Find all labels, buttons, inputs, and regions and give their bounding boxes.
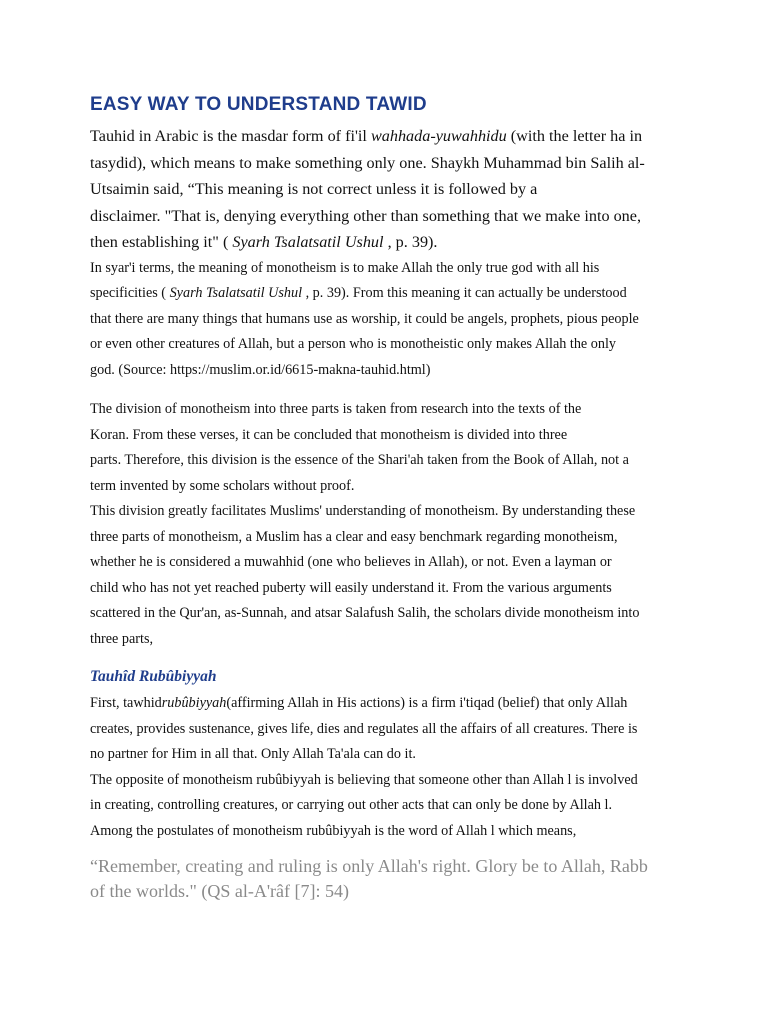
paragraph-line: three parts of monotheism, a Muslim has a clear and easy benchmark regarding monotheism, xyxy=(90,528,618,545)
paragraph-line: Koran. From these verses, it can be concluded that monotheism is divided into three xyxy=(90,426,568,443)
spacer xyxy=(90,652,680,666)
intro-line: disclaimer. "That is, denying everything other than something that we make into one, xyxy=(90,206,642,225)
document-page xyxy=(90,92,680,904)
paragraph-line: child who has not yet reached puberty will easily understand it. From the various arguments xyxy=(90,579,612,596)
paragraph-line xyxy=(90,691,680,717)
paragraph-line: god. (Source: https://muslim.or.id/6615-makna-tauhid.html) xyxy=(90,361,431,378)
paragraph-line: parts. Therefore, this division is the essence of the Shari'ah taken from the Book of Allah, not a xyxy=(90,452,629,468)
verse-quote xyxy=(90,854,680,904)
paragraph-line: Among the postulates of monotheism rubûbiyyah is the word of Allah l which means, xyxy=(90,822,577,839)
quote-line: “Remember, creating and ruling is only Allah's right. Glory be to Allah, Rabb xyxy=(90,856,648,876)
paragraph-line: The division of monotheism into three parts is taken from research into the texts of the xyxy=(90,401,582,417)
paragraph-line: in creating, controlling creatures, or carrying out other acts that can only be done by Allah l. xyxy=(90,797,613,813)
rububiyyah-paragraph xyxy=(90,691,680,844)
intro-line: Utsaimin said, “This meaning is not correct unless it is followed by a xyxy=(90,180,538,198)
paragraph-line xyxy=(90,281,680,307)
paragraph-line: three parts, xyxy=(90,630,154,647)
italic-term: Syarh Tsalatsatil Ushul xyxy=(232,233,384,251)
text-run: Tauhid in Arabic is the masdar form of fi'il xyxy=(90,127,371,145)
paragraph-line: scattered in the Qur'an, as-Sunnah, and atsar Salafush Salih, the scholars divide monotheism into xyxy=(90,605,640,621)
definition-paragraph xyxy=(90,256,680,384)
intro-paragraph xyxy=(90,123,680,256)
intro-line: tasydid), which means to make something only one. Shaykh Muhammad bin Salih al- xyxy=(90,153,645,172)
division-paragraph xyxy=(90,397,680,652)
paragraph-line: The opposite of monotheism rubûbiyyah is believing that someone other than Allah l is involved xyxy=(90,771,638,788)
paragraph-line: This division greatly facilitates Muslims' understanding of monotheism. By understanding these xyxy=(90,503,636,519)
section-heading: Tauhîd Rubûbiyyah xyxy=(90,668,217,685)
paragraph-line: term invented by some scholars without proof. xyxy=(90,477,355,494)
text-run: then establishing it" ( xyxy=(90,233,233,251)
italic-term: wahhada-yuwahhidu xyxy=(370,127,507,145)
italic-term: rubûbiyyah xyxy=(161,695,227,711)
paragraph-line: or even other creatures of Allah, but a person who is monotheistic only makes Allah the only xyxy=(90,336,616,352)
spacer xyxy=(90,383,680,397)
quote-line: of the worlds." (QS al-A'râf [7]: 54) xyxy=(90,881,350,901)
text-run: First, tawhid xyxy=(90,695,162,711)
text-run: (with the letter ha in xyxy=(506,127,643,145)
page-title: EASY WAY TO UNDERSTAND TAWID xyxy=(90,94,427,115)
paragraph-line: whether he is considered a muwahhid (one who believes in Allah), or not. Even a layman or xyxy=(90,554,612,570)
italic-term: Syarh Tsalatsatil Ushul xyxy=(169,285,303,301)
intro-line xyxy=(90,229,680,256)
intro-line xyxy=(90,123,680,150)
text-run: , p. 39). From this meaning it can actually be understood xyxy=(302,285,627,301)
paragraph-line: In syar'i terms, the meaning of monotheism is to make Allah the only true god with all his xyxy=(90,259,600,276)
text-run: specificities ( xyxy=(90,285,170,301)
paragraph-line: that there are many things that humans use as worship, it could be angels, prophets, pious people xyxy=(90,310,639,327)
text-run: , p. 39). xyxy=(383,233,438,251)
paragraph-line: creates, provides sustenance, gives life, dies and regulates all the affairs of all creatures. There is xyxy=(90,720,638,737)
text-run: (affirming Allah in His actions) is a firm i'tiqad (belief) that only Allah xyxy=(226,695,628,711)
paragraph-line: no partner for Him in all that. Only Allah Ta'ala can do it. xyxy=(90,746,416,762)
